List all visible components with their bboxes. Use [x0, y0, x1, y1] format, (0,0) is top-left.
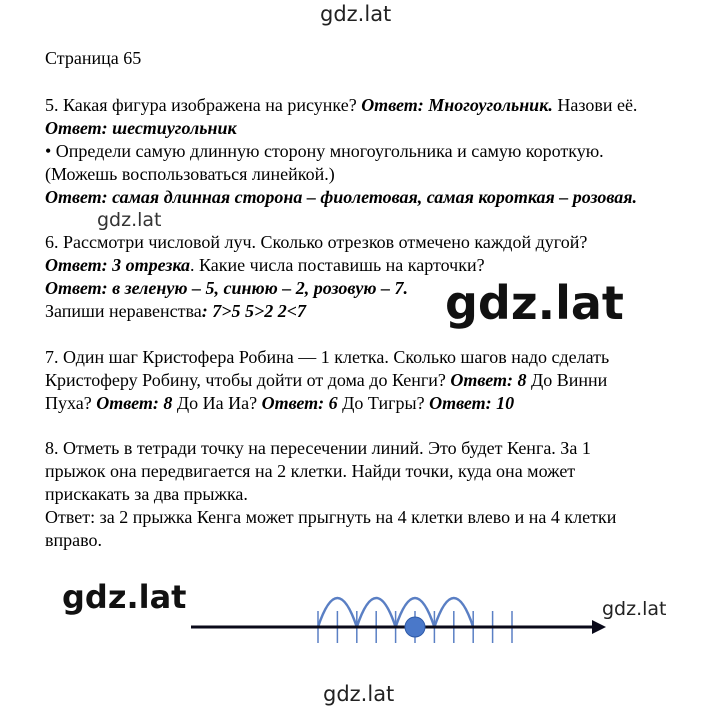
task7-q4: До Иа Иа?: [172, 393, 262, 413]
task5-question2-note: (Можешь воспользоваться линейкой.): [45, 164, 335, 184]
task6-answer1: Ответ: 3 отрезка: [45, 255, 191, 275]
watermark-mid-small: gdz.lat: [97, 209, 162, 231]
task5-question2: • Определи самую длинную сторону многоугольника и самую короткую.: [45, 141, 604, 161]
task8-line3: прискакать за два прыжка.: [45, 484, 248, 504]
task5-answer2: Ответ: шестиугольник: [45, 118, 237, 138]
task8-line1: 8. Отметь в тетради точку на пересечении линий. Это будет Кенга. За 1: [45, 438, 591, 458]
task5-question-tail: Назови её.: [552, 95, 638, 115]
task7-answer-kanga: Ответ: 8: [450, 370, 527, 390]
task8-line2: прыжок она передвигается на 2 клетки. Найди точки, куда она может: [45, 461, 576, 481]
task6-answer2: Ответ: в зеленую – 5, синюю – 2, розовую – 7.: [45, 278, 409, 298]
watermark-diagram-right: gdz.lat: [602, 598, 667, 620]
arrow-head: [592, 620, 606, 634]
task6-question3: Запиши неравенства: [45, 301, 202, 321]
task7-answer-pooh: Ответ: 8: [96, 393, 173, 413]
task5-question: 5. Какая фигура изображена на рисунке?: [45, 95, 362, 115]
page-heading: Страница 65: [45, 48, 142, 68]
watermark-diagram-left: gdz.lat: [62, 578, 187, 616]
task6-question2: . Какие числа поставишь на карточки?: [190, 255, 485, 275]
task7-q2: До Винни: [526, 370, 608, 390]
task7-answer-tigger: Ответ: 10: [429, 393, 515, 413]
task8-answer2: вправо.: [45, 530, 102, 550]
task7-q5: До Тигры?: [337, 393, 430, 413]
watermark-mid-big: gdz.lat: [445, 276, 624, 330]
watermark-bottom: gdz.lat: [323, 682, 395, 706]
task6-question1: 6. Рассмотри числовой луч. Сколько отрезков отмечено каждой дугой?: [45, 232, 588, 252]
task7-q3: Пуха?: [45, 393, 97, 413]
task7-answer-eeyore: Ответ: 6: [261, 393, 338, 413]
task7-line1: 7. Один шаг Кристофера Робина — 1 клетка. Сколько шагов надо сделать: [45, 347, 610, 367]
task5-answer1: Ответ: Многоугольник.: [361, 95, 553, 115]
kanga-point: [405, 617, 425, 637]
task8-answer1: Ответ: за 2 прыжка Кенга может прыгнуть на 4 клетки влево и на 4 клетки: [45, 507, 617, 527]
task7-q: Кристоферу Робину, чтобы дойти от дома до Кенги?: [45, 370, 451, 390]
task5-answer3: Ответ: самая длинная сторона – фиолетовая, самая короткая – розовая.: [45, 187, 638, 207]
watermark-top: gdz.lat: [320, 2, 392, 26]
task6-answer3: : 7>5 5>2 2<7: [201, 301, 307, 321]
